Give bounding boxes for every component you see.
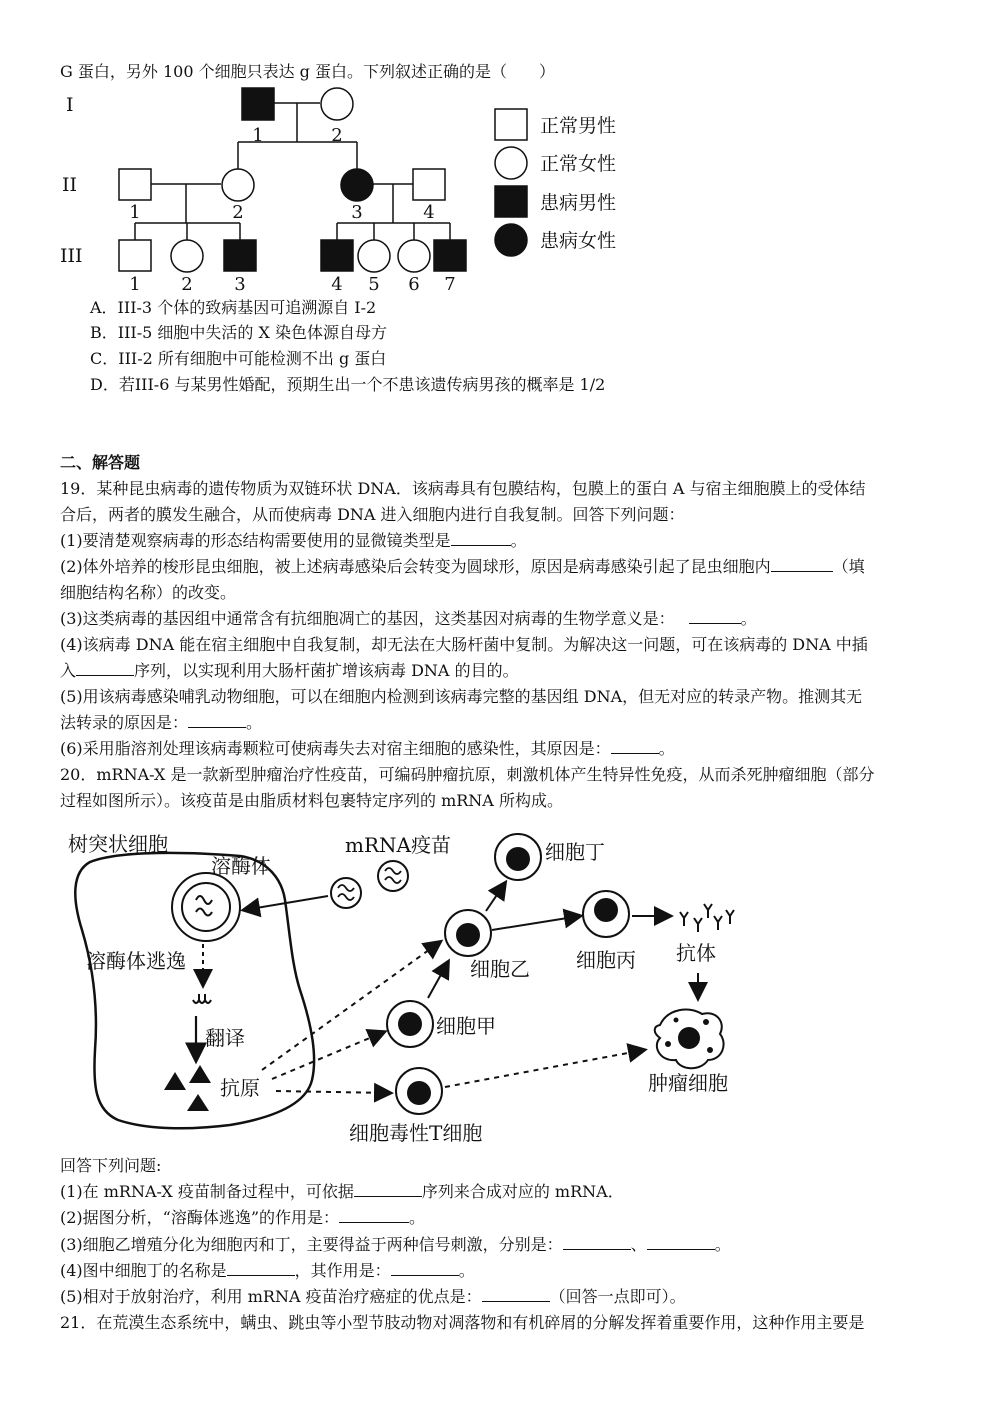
label-ctl: 细胞毒性T细胞 xyxy=(349,1121,483,1145)
vaccine-particle-2 xyxy=(378,861,408,891)
num-II-3: 3 xyxy=(351,202,363,223)
num-III-1: 1 xyxy=(129,274,141,295)
q20-part2-text: (2)据图分析，“溶酶体逃逸”的作用是： xyxy=(60,1208,340,1227)
q20-part3-text: (3)细胞乙增殖分化为细胞丙和丁，主要得益于两种信号刺激，分别是： xyxy=(60,1235,563,1254)
cell-ding xyxy=(495,834,541,880)
num-I-2: 2 xyxy=(331,125,343,146)
q19-part2-text: (2)体外培养的梭形昆虫细胞，被上述病毒感染后会转变为圆球形，原因是病毒感染引起了昆虫细胞内 xyxy=(60,557,771,576)
antibody-icons xyxy=(680,904,734,932)
pedigree-III-5 xyxy=(358,240,390,272)
section-title: 二、解答题 xyxy=(60,453,141,472)
pedigree-III-6 xyxy=(398,240,430,272)
num-III-4: 4 xyxy=(331,274,343,295)
label-cell-ding: 细胞丁 xyxy=(545,840,605,864)
cell-yi xyxy=(445,910,491,956)
label-antibody: 抗体 xyxy=(676,941,716,965)
q19-part5: (5)用该病毒感染哺乳动物细胞，可以在细胞内检测到该病毒完整的基因组 DNA，但无对应的转录产物。推测其无 xyxy=(60,687,863,706)
pedigree-I-1 xyxy=(242,88,274,120)
pedigree-III-1 xyxy=(119,240,151,271)
q19-part1-text: (1)要清楚观察病毒的形态结构需要使用的显微镜类型是 xyxy=(60,531,451,550)
q20-part3 xyxy=(60,1234,731,1256)
q18-option-a: A．III-3 个体的致病基因可追溯源自 I-2 xyxy=(90,298,377,317)
legend-affected-female: 患病女性 xyxy=(540,230,617,252)
legend-normal-female: 正常女性 xyxy=(540,153,617,175)
q20-part4-blank-2[interactable] xyxy=(391,1261,459,1276)
immune-diagram xyxy=(0,820,992,1150)
q20-part1-blank[interactable] xyxy=(354,1182,422,1197)
num-III-6: 6 xyxy=(408,274,420,295)
pedigree-II-4 xyxy=(413,169,445,200)
q19-stem-line1: 19．某种昆虫病毒的遗传物质为双链环状 DNA．该病毒具有包膜结构，包膜上的蛋白 A 与宿主细胞膜上的受体结 xyxy=(60,479,866,498)
q18-intro: G 蛋白，另外 100 个细胞只表达 g 蛋白。下列叙述正确的是（ ） xyxy=(60,62,555,81)
q18-option-c: C．III-2 所有细胞中可能检测不出 g 蛋白 xyxy=(90,349,387,368)
q19-part3-end: 。 xyxy=(740,609,757,628)
num-III-5: 5 xyxy=(368,274,380,295)
cell-ctl xyxy=(396,1068,442,1114)
cell-bing xyxy=(583,891,629,937)
q20-part3-blank-2[interactable] xyxy=(647,1235,715,1250)
pedigree-III-2 xyxy=(171,240,203,272)
q21-stem-line1: 21．在荒漠生态系统中，螨虫、跳虫等小型节肢动物对凋落物和有机碎屑的分解发挥着重要作用，这种作用主要是 xyxy=(60,1313,865,1332)
q18-option-b: B．III-5 细胞中失活的 X 染色体源自母方 xyxy=(90,323,387,342)
pedigree-II-2 xyxy=(222,169,254,201)
label-translate: 翻译 xyxy=(205,1026,245,1050)
q19-part1 xyxy=(60,530,527,552)
num-II-1: 1 xyxy=(129,202,141,223)
label-cell-yi: 细胞乙 xyxy=(470,957,530,981)
legend-affected-male-symbol xyxy=(495,186,527,217)
q19-part4-text: 入 xyxy=(60,661,77,680)
q20-part4-text: (4)图中细胞丁的名称是 xyxy=(60,1261,227,1280)
num-II-2: 2 xyxy=(232,202,244,223)
gen-label-II: II xyxy=(62,174,78,196)
q20-part5-end: （回答一点即可）。 xyxy=(549,1287,686,1306)
cell-jia xyxy=(387,1001,433,1047)
label-lysosome: 溶酶体 xyxy=(211,854,271,878)
q19-part4-cont xyxy=(60,660,519,682)
pedigree-III-7 xyxy=(434,240,466,271)
released-mrna-icon xyxy=(193,994,211,1003)
q19-part6-text: (6)采用脂溶剂处理该病毒颗粒可使病毒失去对宿主细胞的感染性，其原因是： xyxy=(60,739,611,758)
q18-option-d: D．若III-6 与某男性婚配，预期生出一个不患该遗传病男孩的概率是 1/2 xyxy=(90,375,606,394)
label-tumor-cell: 肿瘤细胞 xyxy=(648,1071,728,1095)
num-III-7: 7 xyxy=(444,274,456,295)
q20-part1-text: (1)在 mRNA-X 疫苗制备过程中，可依据 xyxy=(60,1182,354,1201)
q19-part4-end: 序列，以实现利用大肠杆菌扩增该病毒 DNA 的目的。 xyxy=(134,661,519,680)
legend-affected-male: 患病男性 xyxy=(540,192,617,214)
legend-normal-male-symbol xyxy=(495,109,527,140)
label-vaccine: mRNA疫苗 xyxy=(345,833,451,857)
pedigree-I-2 xyxy=(321,88,353,120)
legend-normal-female-symbol xyxy=(495,147,527,179)
q19-part3 xyxy=(60,608,757,630)
q19-part2 xyxy=(60,556,865,578)
q19-part5-text: 法转录的原因是： xyxy=(60,713,189,732)
q19-stem-line2: 合后，两者的膜发生融合，从而使病毒 DNA 进入细胞内进行自我复制。回答下列问题： xyxy=(60,505,685,524)
q19-part3-blank[interactable] xyxy=(689,609,741,624)
q20-part4-blank-1[interactable] xyxy=(227,1261,295,1276)
pedigree-III-4 xyxy=(321,240,353,271)
q19-part2-cont: 细胞结构名称）的改变。 xyxy=(60,583,237,602)
q20-part4-mid: ，其作用是： xyxy=(294,1261,391,1280)
label-antigen: 抗原 xyxy=(220,1076,260,1100)
q19-part1-end: 。 xyxy=(510,531,527,550)
dendritic-cell-outline xyxy=(75,853,314,1128)
q20-part2-blank[interactable] xyxy=(339,1208,409,1223)
pedigree-II-1 xyxy=(119,169,151,200)
label-cell-bing: 细胞丙 xyxy=(576,948,636,972)
lysosome-inner xyxy=(182,883,230,931)
label-escape: 溶酶体逃逸 xyxy=(86,949,186,973)
label-dendritic-cell: 树突状细胞 xyxy=(68,832,168,856)
tumor-cell xyxy=(655,1009,724,1068)
q19-part2-blank[interactable] xyxy=(771,557,833,572)
q20-stem-line1: 20．mRNA-X 是一款新型肿瘤治疗性疫苗，可编码肿瘤抗原，刺激机体产生特异性免疫，从而杀死肿瘤细胞（部分 xyxy=(60,765,875,784)
gen-label-I: I xyxy=(66,94,74,116)
legend-affected-female-symbol xyxy=(495,224,527,256)
q19-part5-end: 。 xyxy=(246,713,263,732)
q19-part3-text: (3)这类病毒的基因组中通常含有抗细胞凋亡的基因，这类基因对病毒的生物学意义是： xyxy=(60,609,675,628)
legend-normal-male: 正常男性 xyxy=(540,115,617,137)
q20-part5-blank[interactable] xyxy=(482,1287,550,1302)
pedigree-III-3 xyxy=(224,240,256,271)
q19-part1-blank[interactable] xyxy=(451,531,511,546)
q19-part4: (4)该病毒 DNA 能在宿主细胞中自我复制，却无法在大肠杆菌中复制。为解决这一问题，可在该病毒的 DNA 中插 xyxy=(60,635,868,654)
q19-part5-cont xyxy=(60,712,262,734)
q20-part2 xyxy=(60,1207,425,1229)
q20-part3-end: 。 xyxy=(714,1235,731,1254)
num-III-3: 3 xyxy=(234,274,246,295)
q20-part1 xyxy=(60,1181,624,1203)
q19-part6 xyxy=(60,738,675,760)
q19-part4-blank[interactable] xyxy=(76,661,134,676)
q20-part2-end: 。 xyxy=(409,1208,426,1227)
pedigree-II-3 xyxy=(341,169,373,201)
q19-part6-end: 。 xyxy=(658,739,675,758)
num-II-4: 4 xyxy=(423,202,435,223)
vaccine-particle-1 xyxy=(331,878,361,908)
gen-label-III: III xyxy=(60,245,83,267)
q20-answer-intro: 回答下列问题: xyxy=(60,1156,162,1175)
q20-part3-blank-1[interactable] xyxy=(563,1235,631,1250)
q20-part4-end: 。 xyxy=(458,1261,475,1280)
label-cell-jia: 细胞甲 xyxy=(436,1014,496,1038)
q20-part1-end: 序列来合成对应的 mRNA． xyxy=(421,1182,624,1201)
num-I-1: 1 xyxy=(252,125,264,146)
q20-part4 xyxy=(60,1260,475,1282)
q20-part5 xyxy=(60,1286,686,1308)
q20-stem-line2: 过程如图所示）。该疫苗是由脂质材料包裹特定序列的 mRNA 所构成。 xyxy=(60,791,563,810)
q19-part2-end: （填 xyxy=(832,557,865,576)
lysosome-mrna-icon xyxy=(196,896,212,916)
antigen-triangles xyxy=(164,1065,211,1111)
q20-part5-text: (5)相对于放射治疗，利用 mRNA 疫苗治疗癌症的优点是： xyxy=(60,1287,482,1306)
q19-part6-blank[interactable] xyxy=(611,739,659,754)
num-III-2: 2 xyxy=(181,274,193,295)
q19-part5-blank[interactable] xyxy=(188,713,246,728)
q20-part3-sep: 、 xyxy=(630,1235,647,1254)
